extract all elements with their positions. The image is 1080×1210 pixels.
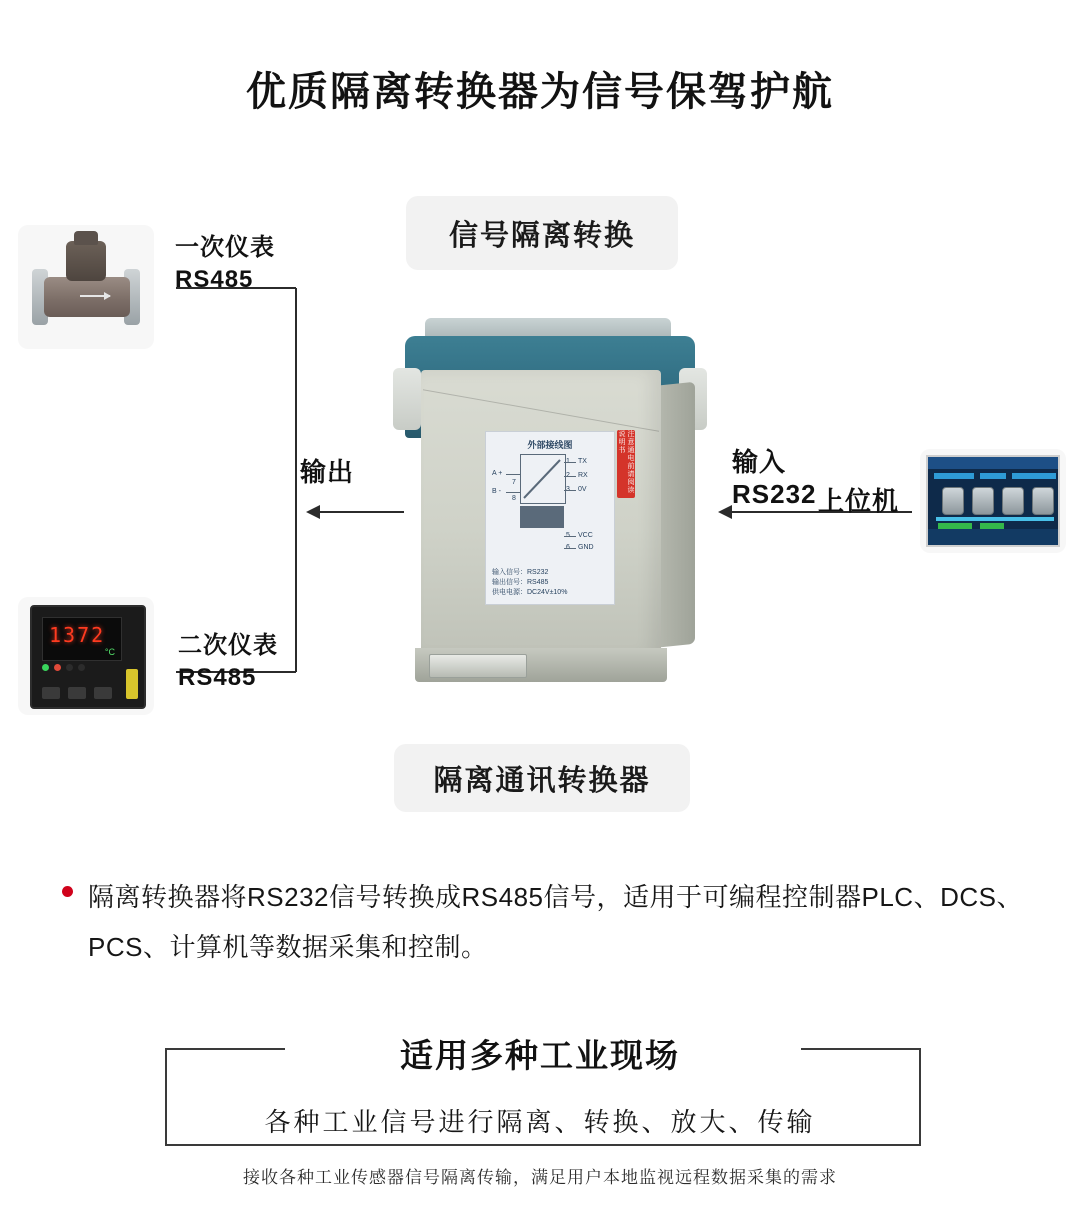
label-host-computer: 上位机: [818, 486, 900, 516]
flowmeter-cap: [74, 231, 98, 245]
label-output: 输出: [300, 457, 355, 487]
label-secondary-instrument-line1: 二次仪表: [178, 632, 278, 659]
device-din-clip: [429, 654, 527, 678]
controller-case: [30, 605, 146, 709]
wiring-lead: [564, 462, 576, 463]
led-off-icon: [78, 664, 85, 671]
flow-direction-arrow-icon: [80, 295, 110, 297]
label-primary-instrument-line1: 一次仪表: [175, 234, 275, 261]
wiring-pin-right-3: 0V: [578, 486, 587, 493]
bottom-subtitle: 各种工业信号进行隔离、转换、放大、传输: [264, 1107, 816, 1137]
hmi-tank: [1032, 487, 1054, 515]
controller-leds: [42, 664, 85, 671]
wiring-lead: [564, 548, 576, 549]
hmi-tank: [942, 487, 964, 515]
wiring-lead: [564, 490, 576, 491]
controller-buttons: [42, 687, 112, 699]
wiring-lead: [564, 476, 576, 477]
wiring-pin-right-2: RX: [578, 472, 588, 479]
controller-button: [68, 687, 86, 699]
hmi-statusbar: [928, 529, 1058, 545]
hmi-bar: [934, 473, 974, 479]
hmi-titlebar: [928, 457, 1058, 469]
device-wiring-label: [485, 431, 615, 605]
wiring-pin-right-1: TX: [578, 458, 587, 465]
isolation-converter-device: [385, 318, 715, 693]
hmi-screen-thumbnail: [920, 449, 1066, 553]
wiring-pin-right-4: VCC: [578, 532, 593, 539]
controller-button: [42, 687, 60, 699]
badge-isolation-converter: 隔离通讯转换器: [394, 744, 690, 812]
badge-signal-isolation: 信号隔离转换: [406, 196, 678, 270]
flowmeter-thumbnail: [18, 225, 154, 349]
wiring-spec-line-2: 输出信号：RS485: [492, 579, 549, 586]
wiring-pin-right-5: GND: [578, 544, 594, 551]
device-warning-sticker: 注意通电前请阅读说明书: [617, 430, 635, 498]
hmi-bar: [980, 473, 1006, 479]
wiring-spec-line-3: 供电电源：DC24V±10%: [492, 589, 568, 596]
label-primary-instrument: [175, 232, 275, 296]
bottom-note: 接收各种工业传感器信号隔离传输，满足用户本地监视远程数据采集的需求: [243, 1168, 837, 1187]
wiring-lead: [506, 474, 520, 475]
label-secondary-instrument-line2: RS485: [178, 664, 257, 691]
hmi-pipe: [936, 517, 1054, 521]
label-input: [732, 446, 817, 510]
led-off-icon: [66, 664, 73, 671]
wiring-pin-left-2: B -: [492, 488, 501, 495]
wiring-spec-line-1: 输入信号：RS232: [492, 569, 549, 576]
wiring-diagram-block: [520, 506, 564, 528]
bottom-title: 适用多种工业现场: [400, 1037, 680, 1074]
led-green-icon: [42, 664, 49, 671]
wiring-pin-left-num-1: 7: [512, 479, 516, 486]
hmi-tank: [1002, 487, 1024, 515]
bullet-dot-icon: [62, 886, 73, 897]
wiring-lead: [506, 492, 520, 493]
controller-thumbnail: [18, 597, 154, 715]
wiring-label-specs: [492, 568, 567, 598]
controller-side-strip: [126, 669, 138, 699]
description-bullet: [62, 872, 1032, 972]
hmi-bar: [1012, 473, 1056, 479]
wiring-label-title: 外部接线图: [527, 440, 573, 450]
device-clip-left: [393, 368, 421, 430]
page-title: 优质隔离转换器为信号保驾护航: [246, 70, 834, 114]
controller-display: [42, 617, 122, 661]
flowmeter-body: [44, 277, 130, 317]
description-text: 隔离转换器将RS232信号转换成RS485信号，适用于可编程控制器PLC、DCS、PCS、计算机等数据采集和控制。: [88, 882, 1023, 962]
controller-unit: °C: [104, 647, 115, 657]
hmi-tank: [972, 487, 994, 515]
label-input-line1: 输入: [732, 447, 787, 477]
controller-digits: 1372: [49, 623, 106, 647]
hmi-frame: [926, 455, 1060, 547]
wiring-diagram-slash-icon: [520, 454, 564, 502]
wiring-lead: [564, 536, 576, 537]
label-primary-instrument-line2: RS485: [175, 266, 254, 293]
controller-button: [94, 687, 112, 699]
flowmeter-head: [66, 241, 106, 281]
wiring-pin-left-num-2: 8: [512, 495, 516, 502]
wiring-pin-left-1: A +: [492, 470, 503, 477]
led-red-icon: [54, 664, 61, 671]
label-input-line2: RS232: [732, 479, 817, 509]
label-secondary-instrument: [178, 630, 278, 694]
